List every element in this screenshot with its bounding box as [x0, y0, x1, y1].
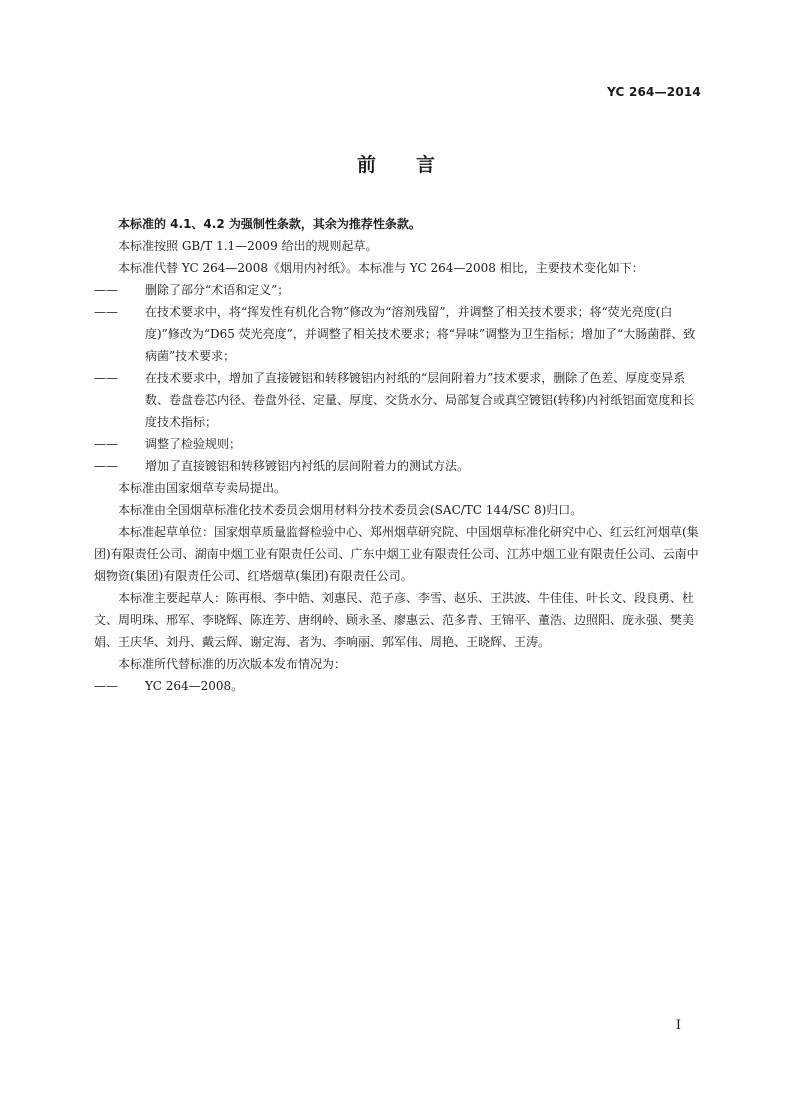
paragraph-drafting-units: 本标准起草单位：国家烟草质量监督检验中心、郑州烟草研究院、中国烟草标准化研究中心、红云红河烟草(集团)有限责任公司、湖南中烟工业有限责任公司、广东中烟工业有限责任公司、江苏中烟工业有限责任公司、云南中烟物资(集团)有限责任公司、红塔烟草(集团)有限责任公司。 — [94, 525, 699, 583]
paragraph-mandatory-clauses: 本标准的 4.1、4.2 为强制性条款，其余为推荐性条款。 — [118, 217, 421, 231]
dash-mark: —— — [94, 679, 118, 693]
page-number: I — [675, 1018, 681, 1033]
paragraph-drafters: 本标准主要起草人：陈再根、李中皓、刘惠民、范子彦、李雪、赵乐、王洪波、牛佳佳、叶长文、段良勇、杜文、周明珠、邢军、李晓辉、陈连芳、唐纲岭、顾永圣、廖惠云、范多青、王锦平、董浩、边照阳、庞永强、樊美娟、王庆华、刘丹、戴云辉、谢定海、者为、李响丽、郭军伟、周艳、王晓辉、王涛。 — [94, 591, 695, 649]
history-item-text: YC 264—2008。 — [145, 679, 244, 693]
change-item-text: 增加了直接镀铝和转移镀铝内衬纸的层间附着力的测试方法。 — [145, 459, 470, 473]
paragraph-jurisdiction: 本标准由全国烟草标准化技术委员会烟用材料分技术委员会(SAC/TC 144/SC 8)归口。 — [118, 503, 583, 517]
paragraph-replaces: 本标准代替 YC 264—2008《烟用内衬纸》。本标准与 YC 264—2008 相比，主要技术变化如下： — [118, 261, 644, 275]
change-item-text: 在技术要求中，将“挥发性有机化合物”修改为“溶剂残留”，并调整了相关技术要求；将“荧光亮度(白度)”修改为“D65 荧光亮度”，并调整了相关技术要求；将“异味”调整为卫生指标；增加了“大肠菌群、致病菌”技术要求； — [145, 305, 696, 363]
paragraph-history: 本标准所代替标准的历次版本发布情况为： — [118, 657, 347, 671]
title-char-2: 言 — [416, 154, 436, 176]
change-item-text: 删除了部分“术语和定义”； — [145, 283, 290, 297]
change-item — [94, 433, 702, 455]
foreword-body — [94, 213, 702, 697]
dash-mark: —— — [94, 371, 118, 385]
page-title — [0, 150, 792, 177]
title-char-1: 前 — [356, 154, 376, 176]
paragraph-drafting-rules: 本标准按照 GB/T 1.1—2009 给出的规则起草。 — [118, 239, 378, 253]
dash-mark: —— — [94, 459, 118, 473]
change-item — [94, 301, 702, 367]
dash-mark: —— — [94, 283, 118, 297]
change-item-text: 在技术要求中，增加了直接镀铝和转移镀铝内衬纸的“层间附着力”技术要求，删除了色差、厚度变异系数、卷盘卷芯内径、卷盘外径、定量、厚度、交货水分、局部复合或真空镀铝(转移)内衬纸铝面宽度和长度技术指标； — [145, 371, 695, 429]
history-item — [94, 675, 702, 697]
dash-mark: —— — [94, 437, 118, 451]
dash-mark: —— — [94, 305, 118, 319]
change-item — [94, 279, 702, 301]
change-item — [94, 455, 702, 477]
paragraph-proposed-by: 本标准由国家烟草专卖局提出。 — [118, 481, 287, 495]
standard-code: YC 264—2014 — [607, 85, 701, 99]
change-item — [94, 367, 702, 433]
change-item-text: 调整了检验规则； — [145, 437, 242, 451]
